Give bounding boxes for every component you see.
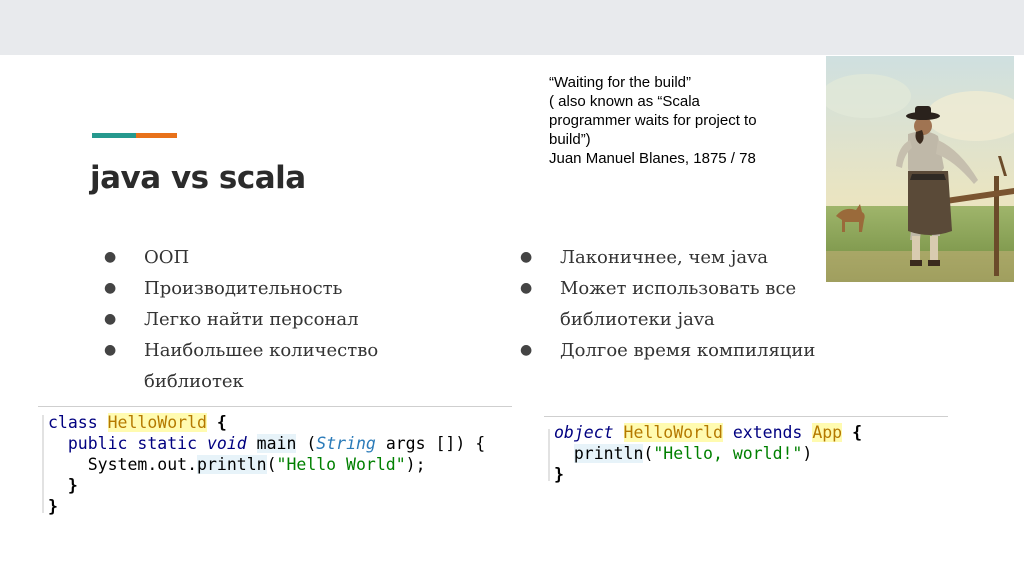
- java-advantages-list: [104, 242, 434, 397]
- code-paren: (: [643, 444, 654, 463]
- slide-title: java vs scala: [90, 160, 306, 196]
- java-code-snippet: [38, 406, 512, 519]
- code-function: println: [573, 444, 644, 463]
- list-item-text: Лаконичнее, чем java: [560, 247, 768, 268]
- bullet-icon: ●: [104, 311, 117, 327]
- caption-line: ( also known as “Scala: [549, 93, 700, 110]
- code-function: println: [197, 455, 267, 474]
- caption-line: programmer waits for project to: [549, 112, 757, 129]
- caption-line: build”): [549, 131, 591, 148]
- caption-line: Juan Manuel Blanes, 1875 / 78: [549, 150, 756, 167]
- caption-line: “Waiting for the build”: [549, 74, 692, 91]
- code-class-name: HelloWorld: [107, 413, 207, 432]
- code-body: [554, 422, 862, 485]
- code-paren: (: [266, 455, 277, 474]
- gaucho-painting-image: [826, 56, 1014, 282]
- code-guide-line: [42, 415, 44, 513]
- scala-code-snippet: [544, 416, 948, 497]
- code-line: [48, 433, 485, 454]
- code-string: "Hello, world!": [653, 444, 803, 463]
- code-brace: }: [67, 476, 78, 495]
- code-keyword: extends: [732, 423, 803, 442]
- code-keyword: public static: [67, 434, 198, 453]
- list-item-text: Производительность: [144, 278, 343, 299]
- code-keyword: void: [206, 434, 247, 453]
- code-line: [48, 412, 485, 433]
- code-line: [48, 496, 485, 517]
- code-keyword: class: [48, 413, 98, 432]
- code-line: [554, 443, 862, 464]
- code-line: [48, 454, 485, 475]
- code-brace: {: [216, 413, 227, 432]
- code-keyword: object: [554, 423, 614, 442]
- code-class-name: App: [812, 423, 843, 442]
- code-brace: }: [48, 497, 58, 516]
- code-brace: }: [554, 465, 564, 484]
- code-line: [554, 464, 862, 485]
- list-item-text: Легко найти персонал: [144, 309, 359, 330]
- code-paren: (: [306, 434, 317, 453]
- code-type: String: [316, 434, 376, 453]
- list-item: [520, 335, 850, 366]
- accent-bar-teal: [92, 133, 136, 138]
- bullet-icon: ●: [104, 280, 117, 296]
- bullet-icon: ●: [104, 249, 117, 265]
- bullet-icon: ●: [520, 342, 533, 358]
- code-class-name: HelloWorld: [623, 423, 723, 442]
- list-item: [520, 273, 860, 335]
- list-item: [104, 242, 434, 273]
- bullet-icon: ●: [520, 280, 533, 296]
- code-function: main: [256, 434, 297, 453]
- code-text: );: [405, 455, 426, 474]
- code-brace: {: [852, 423, 862, 442]
- list-item: [520, 242, 850, 273]
- list-item-text: Наибольшее количество библиотек: [144, 340, 379, 392]
- code-line: [48, 475, 485, 496]
- code-guide-line: [548, 429, 550, 481]
- code-string: "Hello World": [276, 455, 406, 474]
- list-item-text: Долгое время компиляции: [560, 340, 816, 361]
- list-item: [104, 335, 424, 397]
- scala-advantages-list: [520, 242, 850, 366]
- code-text: System.out.: [87, 455, 198, 474]
- code-paren: ): [802, 444, 813, 463]
- top-bar: [0, 0, 1024, 55]
- code-text: args []) {: [385, 434, 486, 453]
- accent-bar-orange: [136, 133, 177, 138]
- code-body: [48, 412, 485, 517]
- code-line: [554, 422, 862, 443]
- list-item-text: ООП: [144, 247, 190, 268]
- painting-caption: [549, 73, 799, 168]
- list-item: [104, 304, 434, 335]
- bullet-icon: ●: [104, 342, 117, 358]
- list-item: [104, 273, 434, 304]
- bullet-icon: ●: [520, 249, 533, 265]
- list-item-text: Может использовать все библиотеки java: [560, 278, 797, 330]
